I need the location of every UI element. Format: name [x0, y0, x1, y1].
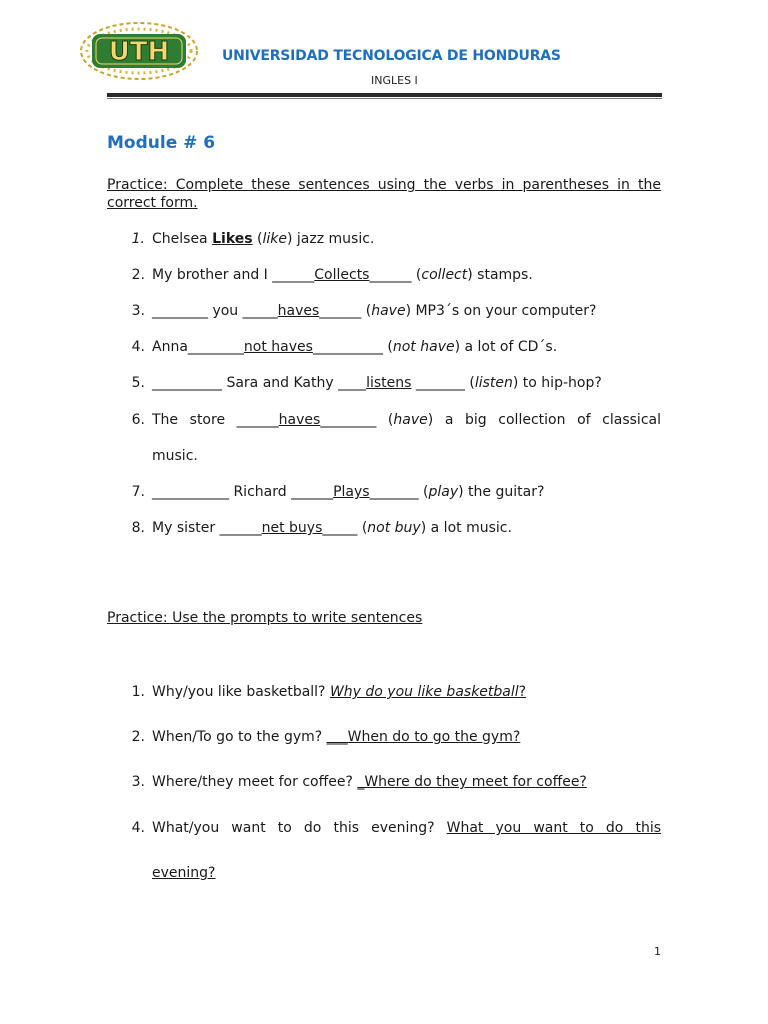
item-number: 5.: [131, 375, 145, 391]
item-number: 3.: [131, 303, 145, 319]
answer: ___When do to go the gym?: [326, 729, 521, 745]
item-number: 4.: [131, 820, 145, 836]
item-number: 2.: [131, 267, 145, 283]
answer: _Where do they meet for coffee?: [357, 774, 587, 790]
item-number: 8.: [131, 520, 145, 536]
page-number: 1: [654, 945, 661, 958]
item-number: 1.: [131, 231, 145, 247]
header-divider-thin: [107, 98, 662, 99]
item-number: 6.: [131, 412, 145, 428]
header-divider: [107, 93, 662, 97]
answer: haves: [278, 412, 321, 428]
university-name: UNIVERSIDAD TECNOLOGICA DE HONDURAS: [222, 48, 561, 64]
module-title: Module # 6: [107, 133, 216, 153]
uth-logo: [76, 18, 202, 84]
answer: listens: [366, 375, 412, 391]
answer: net buys: [261, 520, 323, 536]
answer: haves: [277, 303, 320, 319]
answer: Plays: [333, 484, 370, 500]
section2-instruction: Practice: Use the prompts to write sentences: [107, 610, 423, 626]
answer: Why do you like basketball: [329, 684, 519, 700]
answer: Collects: [314, 267, 370, 283]
item-number: 2.: [131, 729, 145, 745]
answer: not haves: [243, 339, 313, 355]
course-name: INGLES I: [371, 74, 418, 87]
item-number: 3.: [131, 774, 145, 790]
answer: What you want to do this: [446, 820, 662, 836]
item-number: 7.: [131, 484, 145, 500]
svg-text:UTH: UTH: [108, 37, 170, 67]
item-number: 1.: [131, 684, 145, 700]
item-number: 4.: [131, 339, 145, 355]
answer: Likes: [212, 231, 253, 247]
section1-instruction: Practice: Complete these sentences using the verbs in parentheses in the correct form.: [107, 177, 661, 211]
